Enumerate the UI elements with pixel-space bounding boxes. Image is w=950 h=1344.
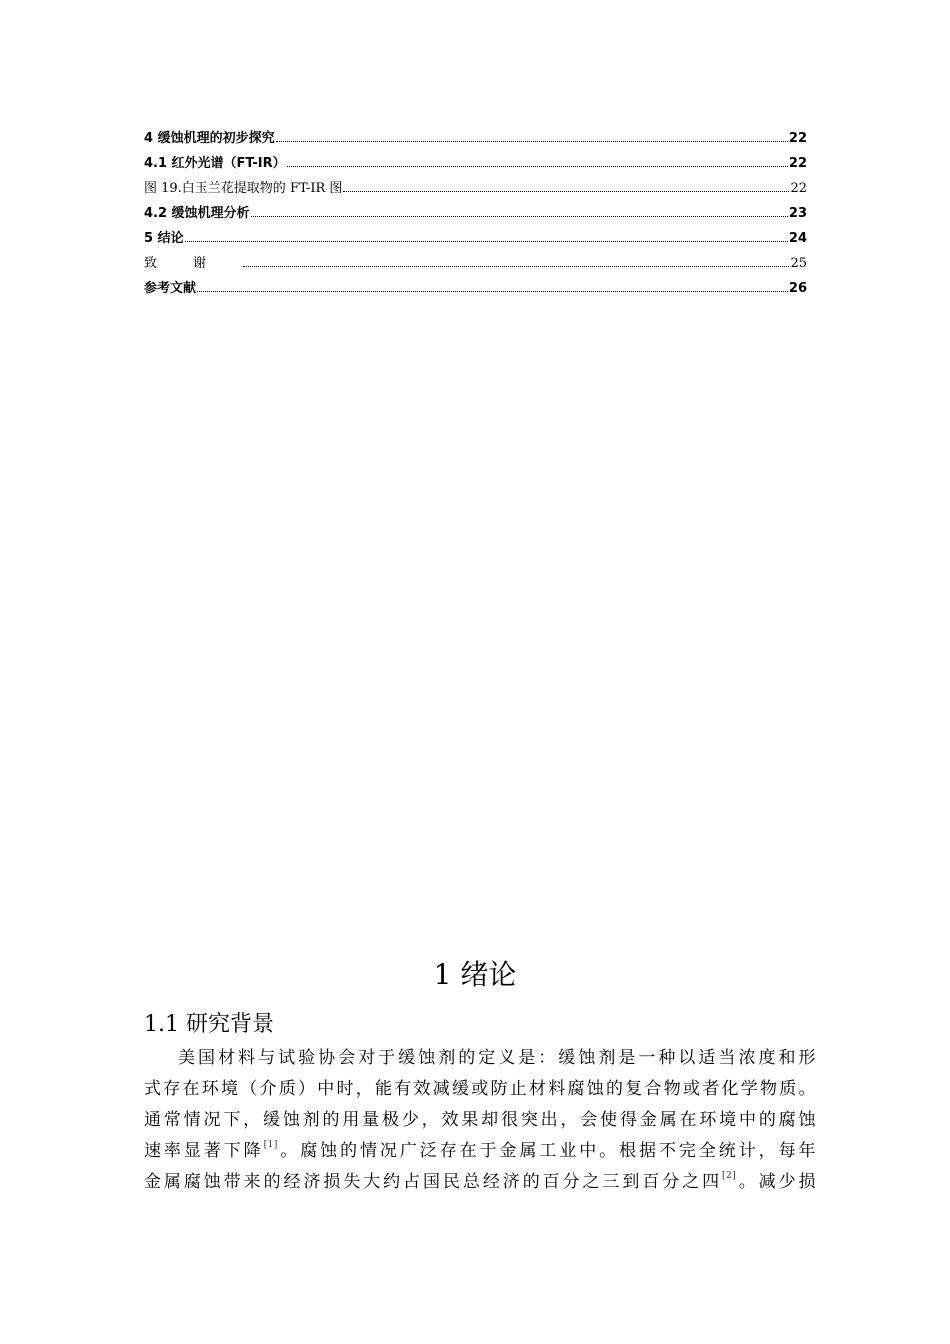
line-text: 美国材料与试验协会对于缓蚀剂的定义是：缓蚀剂是一种以适当浓度和形 [178,1048,816,1068]
line-text: 通常情况下，缓蚀剂的用量极少，效果却很突出，会使得金属在环境中的腐蚀 [144,1110,816,1130]
toc-entry-title: 4.2 缓蚀机理分析 [144,206,250,221]
toc-entry-title: 图 19.白玉兰花提取物的 FT-IR 图 [144,181,343,196]
toc-entry-title: 4 缓蚀机理的初步探究 [144,131,275,146]
toc-dot-leader [251,215,788,217]
line-text: 式存在环境（介质）中时，能有效减缓或防止材料腐蚀的复合物或者化学物质。 [144,1079,816,1099]
toc-entry-page: 22 [788,131,807,146]
toc-entry-page: 25 [790,256,807,271]
toc-entry-page: 22 [788,156,807,171]
line-text: 金属腐蚀带来的经济损失大约占国民总经济的百分之三到百分之四 [144,1172,723,1192]
toc-entry-section-4-2[interactable] [144,201,807,226]
table-of-contents [144,126,807,301]
paragraph-line [144,1074,816,1105]
paragraph-line [144,1043,816,1074]
toc-entry-title: 4.1 红外光谱（FT-IR） [144,156,286,171]
paragraph-line [144,1167,816,1198]
toc-entry-figure-19[interactable] [144,176,807,201]
toc-dot-leader [343,190,789,192]
toc-entry-page: 24 [788,231,807,246]
toc-entry-title: 5 结论 [144,231,184,246]
toc-dot-leader [243,265,789,267]
toc-entry-acknowledgements[interactable] [144,251,807,276]
toc-entry-chapter-4[interactable] [144,126,807,151]
body-paragraph [144,1043,816,1198]
toc-entry-page: 26 [788,281,807,296]
section-heading: 1.1 研究背景 [144,1012,274,1037]
line-text: 速率显著下降 [144,1141,264,1161]
toc-entry-references[interactable] [144,276,807,301]
line-text: 。减少损 [736,1172,817,1192]
toc-entry-title: 参考文献 [144,281,197,296]
citation-reference[interactable]: [2] [722,1171,737,1181]
chapter-title: 1 绪论 [433,958,517,991]
paragraph-line [144,1105,816,1136]
toc-dot-leader [276,140,788,142]
toc-entry-section-4-1[interactable] [144,151,807,176]
paragraph-line [144,1136,816,1167]
toc-entry-chapter-5[interactable] [144,226,807,251]
line-text: 。腐蚀的情况广泛存在于金属工业中。根据不完全统计，每年 [277,1141,817,1161]
citation-reference[interactable]: [1] [263,1140,278,1150]
toc-entry-page: 22 [790,181,807,196]
toc-dot-leader [287,165,788,167]
toc-dot-leader [185,240,788,242]
toc-entry-page: 23 [788,206,807,221]
toc-entry-title: 致谢 [144,256,243,271]
toc-dot-leader [197,290,788,292]
